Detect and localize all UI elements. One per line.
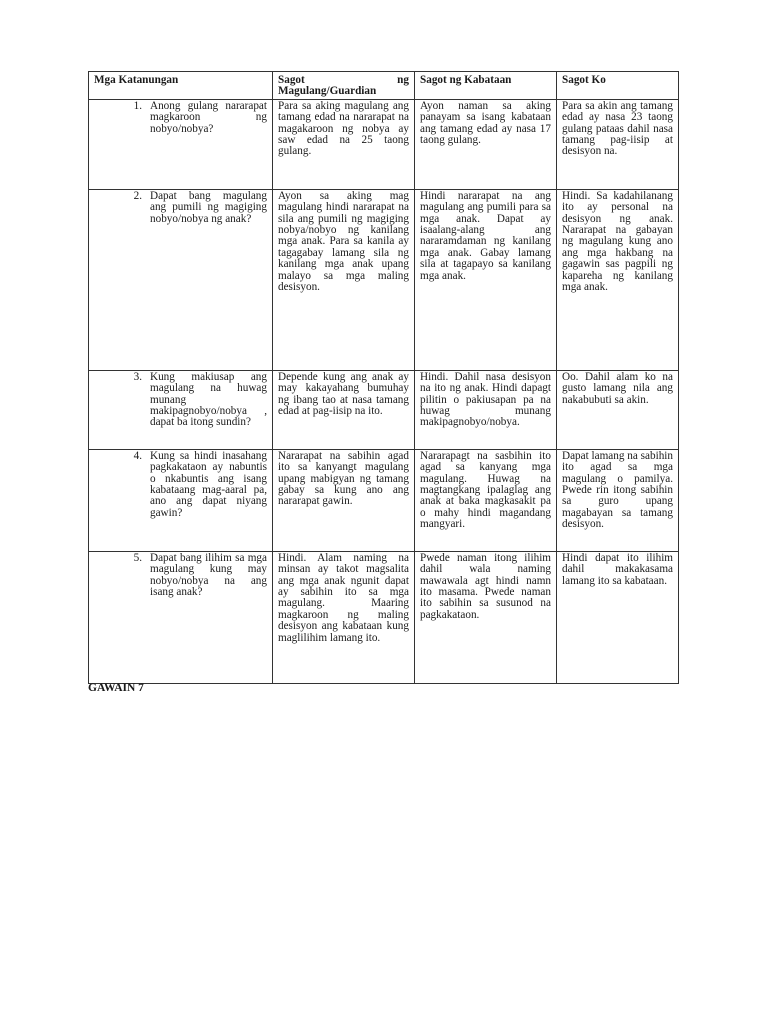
question-text: Dapat bang ilihim sa mga magulang kung may nobyo/nobya na ang isang anak? <box>150 551 267 599</box>
question-cell <box>89 189 273 370</box>
header-parent-word-3: Magulang/Guardian <box>278 85 377 98</box>
question-cell <box>89 449 273 551</box>
my-answer-cell: Oo. Dahil alam ko na gusto lamang nila ang nakabubuti sa akin. <box>557 370 679 449</box>
parent-answer-cell: Hindi. Alam naming na minsan ay takot magsalita ang mga anak ngunit dapat ay sabihin ito sa mga magulang. Maaring magkaroon ng maling desisyon ang kabataan kung maglilihim lamang ito. <box>273 551 415 683</box>
question-number: 3. <box>133 370 142 383</box>
table-row <box>89 189 679 370</box>
table-row <box>89 99 679 189</box>
question-text: Kung makiusap ang magulang na huwag munang makipagnobyo/nobya , dapat ba itong sundin? <box>150 370 267 429</box>
question-cell <box>89 99 273 189</box>
activity-label: GAWAIN 7 <box>88 682 144 694</box>
my-answer-cell: Para sa akin ang tamang edad ay nasa 23 taong gulang pataas dahil nasa tamang pag-iisip at desisyon na. <box>557 99 679 189</box>
header-my-answer: Sagot Ko <box>557 72 679 100</box>
youth-answer-cell: Ayon naman sa aking panayam sa isang kabataan ang tamang edad ay nasa 17 taong gulang. <box>415 99 557 189</box>
question-number: 2. <box>133 189 142 202</box>
header-questions: Mga Katanungan <box>89 72 273 100</box>
my-answer-cell: Hindi. Sa kadahilanang ito ay personal na desisyon ng anak. Nararapat na gabayan ng magulang kung ano ang mga hakbang na gagawin sas pagpili ng kapareha ng kanilang mga anak. <box>557 189 679 370</box>
question-text: Anong gulang nararapat magkaroon ng nobyo/nobya? <box>150 99 267 135</box>
header-parent-word-2: ng <box>397 74 409 86</box>
parent-answer-cell: Depende kung ang anak ay may kakayahang bumuhay ng ibang tao at nasa tamang edad at pag-iisip na ito. <box>273 370 415 449</box>
youth-answer-cell: Nararapagt na sasbihin ito agad sa kanyang mga magulang. Huwag na magtangkang ipalaglag ang anak at baka magkasakit pa o mahy hindi magandang mangyari. <box>415 449 557 551</box>
survey-table <box>88 71 679 684</box>
question-number: 1. <box>133 99 142 112</box>
header-youth-answer: Sagot ng Kabataan <box>415 72 557 100</box>
question-cell <box>89 370 273 449</box>
my-answer-cell: Dapat lamang na sabihin ito agad sa mga magulang o pamilya. Pwede rin itong sabihin sa guro upang magabayan sa tamang desisyon. <box>557 449 679 551</box>
question-text: Kung sa hindi inasahang pagkakataon ay nabuntis o nkabuntis ang isang kabataang mag-aaral pa, ano ang dapat niyang gawin? <box>150 449 267 519</box>
header-parent-answer <box>273 72 415 100</box>
youth-answer-cell: Hindi nararapat na ang magulang ang pumili para sa mga anak. Dapat ay isaalang-alang ang nararamdaman ng kanilang mga anak. Gabay lamang sila at tagapayo sa kanilang mga anak. <box>415 189 557 370</box>
my-answer-cell: Hindi dapat ito ilihim dahil makakasama lamang ito sa kabataan. <box>557 551 679 683</box>
header-parent-word-1: Sagot <box>278 74 305 86</box>
parent-answer-cell: Para sa aking magulang ang tamang edad na nararapat na magakaroon ng nobya ay saw edad na 25 taong gulang. <box>273 99 415 189</box>
table-row <box>89 370 679 449</box>
table-row <box>89 449 679 551</box>
question-cell <box>89 551 273 683</box>
youth-answer-cell: Hindi. Dahil nasa desisyon na ito ng anak. Hindi dapagt pilitin o pakiusapan pa na huwag munang makipagnobyo/nobya. <box>415 370 557 449</box>
table-row <box>89 551 679 683</box>
question-number: 5. <box>133 551 142 564</box>
question-text: Dapat bang magulang ang pumili ng magiging nobyo/nobya ng anak? <box>150 189 267 225</box>
parent-answer-cell: Ayon sa aking mag magulang hindi nararapat na sila ang pumili ng magiging nobya/nobyo ng kanilang mga anak. Para sa kanila ay tagagabay lamang sila ng kanilang mga anak upang malayo sa mga maling desisyon. <box>273 189 415 370</box>
youth-answer-cell: Pwede naman itong ilihim dahil wala naming mawawala agt hindi namn ito masama. Pwede naman ito sabihin sa susunod na pagkakataon. <box>415 551 557 683</box>
table-header-row <box>89 72 679 100</box>
parent-answer-cell: Nararapat na sabihin agad ito sa kanyangt magulang upang mabigyan ng tamang gabay sa kung ano ang nararapat gawin. <box>273 449 415 551</box>
question-number: 4. <box>133 449 142 462</box>
